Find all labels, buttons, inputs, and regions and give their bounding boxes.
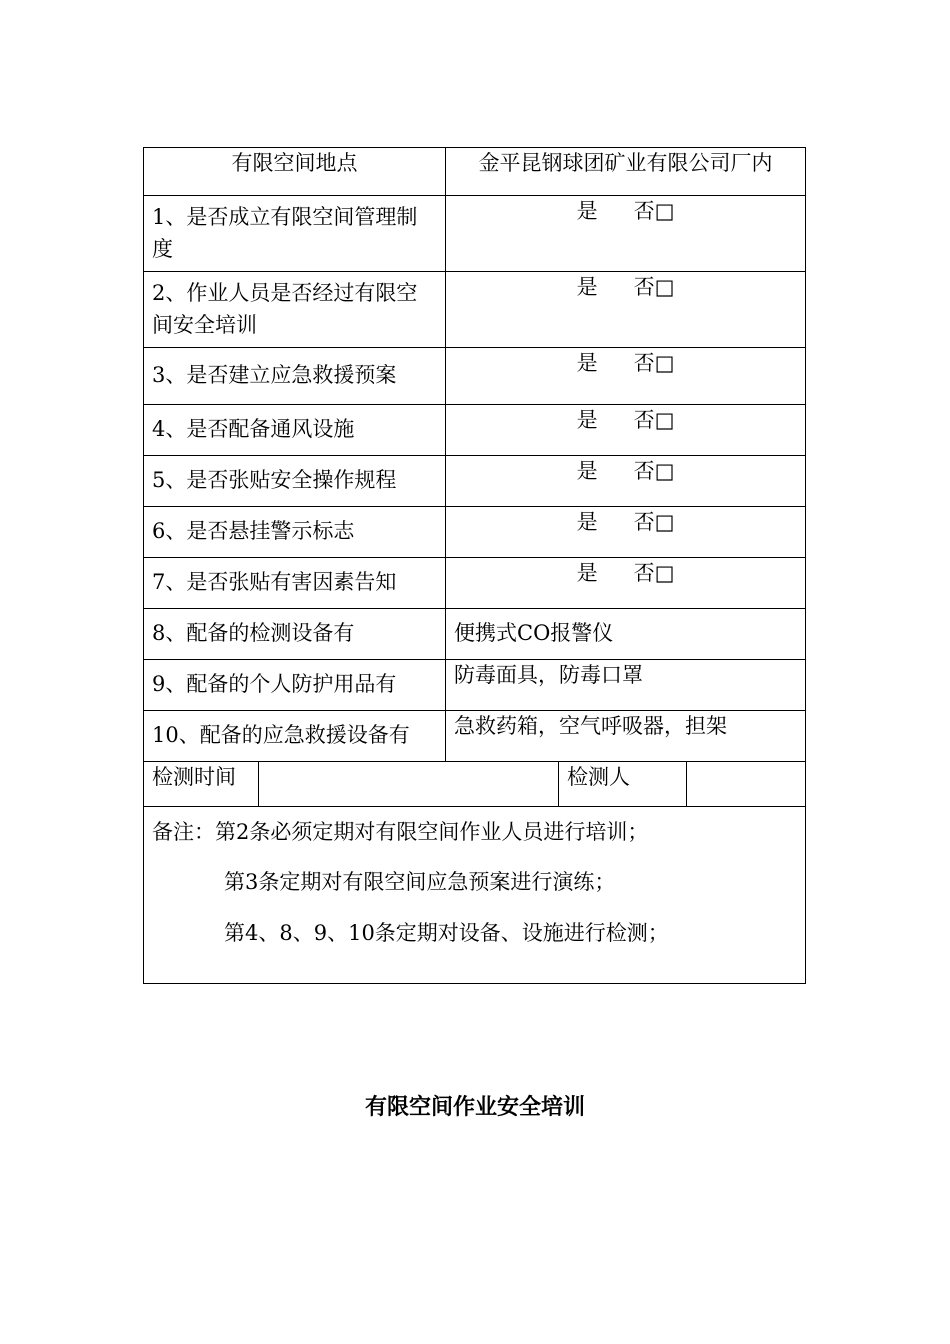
yes-option[interactable]: 是 (576, 351, 598, 375)
section-title: 有限空间作业安全培训 (364, 1095, 585, 1120)
equipment-answer: 急救药箱，空气呼吸器，担架 (446, 711, 806, 762)
location-label: 有限空间地点 (144, 148, 446, 196)
yes-option[interactable]: 是 (576, 199, 598, 223)
equipment-row (144, 660, 806, 711)
location-row (144, 148, 806, 196)
check-question: 6、是否悬挂警示标志 (144, 507, 446, 558)
yes-no-cell (446, 558, 806, 609)
notes-cell (144, 807, 806, 984)
inspection-time-label: 检测时间 (144, 762, 259, 807)
check-question: 7、是否张贴有害因素告知 (144, 558, 446, 609)
no-checkbox[interactable]: 否□ (633, 351, 675, 375)
yes-option[interactable]: 是 (576, 459, 598, 483)
confined-space-checklist-table (143, 147, 806, 984)
yes-option[interactable]: 是 (576, 408, 598, 432)
check-row (144, 196, 806, 272)
yes-no-cell (446, 196, 806, 272)
check-row (144, 558, 806, 609)
inspection-row (144, 762, 806, 807)
note-line: 第4、8、9、10条定期对设备、设施进行检测； (224, 920, 669, 945)
check-row (144, 272, 806, 348)
yes-no-cell (446, 405, 806, 456)
check-question: 3、是否建立应急救援预案 (144, 348, 446, 405)
yes-no-cell (446, 507, 806, 558)
equipment-answer: 便携式CO报警仪 (446, 609, 806, 660)
check-row (144, 348, 806, 405)
yes-option[interactable]: 是 (576, 561, 598, 585)
no-checkbox[interactable]: 否□ (633, 408, 675, 432)
check-row (144, 405, 806, 456)
no-checkbox[interactable]: 否□ (633, 561, 675, 585)
note-line: 第3条定期对有限空间应急预案进行演练； (224, 870, 616, 895)
check-question: 2、作业人员是否经过有限空间安全培训 (144, 272, 446, 348)
equipment-answer: 防毒面具，防毒口罩 (446, 660, 806, 711)
check-question: 4、是否配备通风设施 (144, 405, 446, 456)
note-line: 备注：第2条必须定期对有限空间作业人员进行培训； (152, 820, 649, 844)
no-checkbox[interactable]: 否□ (633, 275, 675, 299)
yes-no-cell (446, 348, 806, 405)
inspector-label: 检测人 (559, 762, 687, 807)
equipment-question: 9、配备的个人防护用品有 (144, 660, 446, 711)
no-checkbox[interactable]: 否□ (633, 199, 675, 223)
equipment-row (144, 711, 806, 762)
yes-option[interactable]: 是 (576, 275, 598, 299)
notes-row (144, 807, 806, 984)
check-row (144, 507, 806, 558)
inspection-time-field[interactable] (259, 762, 559, 807)
equipment-question: 10、配备的应急救援设备有 (144, 711, 446, 762)
no-checkbox[interactable]: 否□ (633, 459, 675, 483)
location-value: 金平昆钢球团矿业有限公司厂内 (446, 148, 806, 196)
yes-no-cell (446, 272, 806, 348)
check-question: 1、是否成立有限空间管理制度 (144, 196, 446, 272)
check-question: 5、是否张贴安全操作规程 (144, 456, 446, 507)
check-row (144, 456, 806, 507)
inspector-field[interactable] (687, 762, 806, 807)
equipment-question: 8、配备的检测设备有 (144, 609, 446, 660)
equipment-row (144, 609, 806, 660)
yes-option[interactable]: 是 (576, 510, 598, 534)
no-checkbox[interactable]: 否□ (633, 510, 675, 534)
yes-no-cell (446, 456, 806, 507)
